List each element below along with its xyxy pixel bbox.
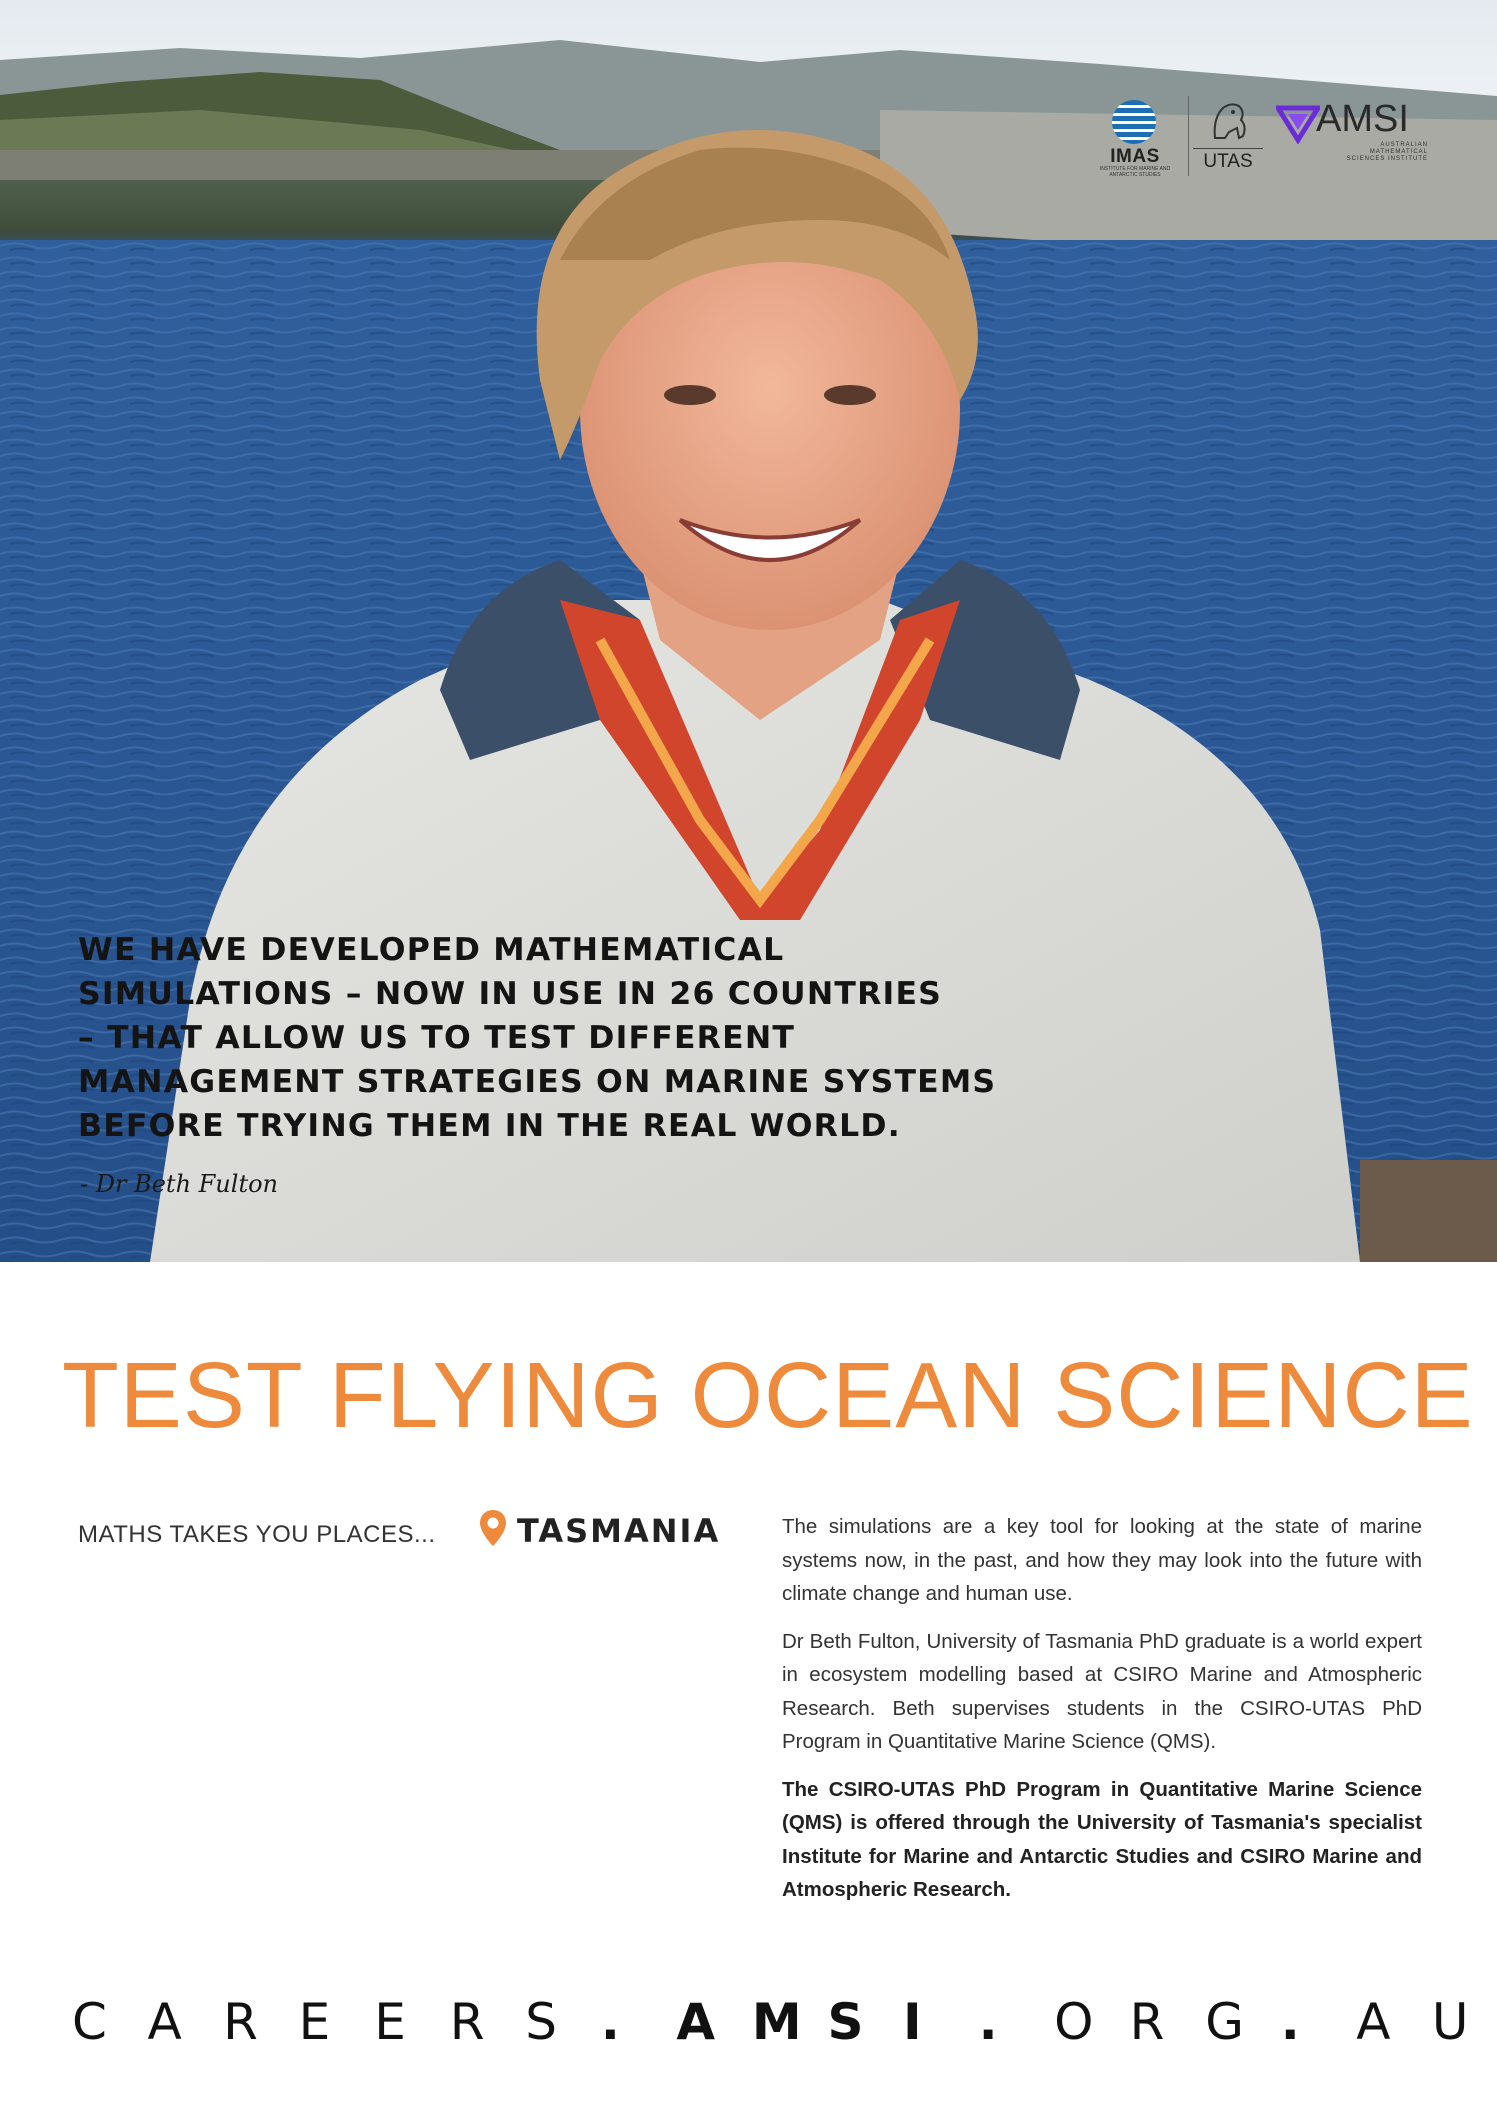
amsi-triangle-icon [1276, 100, 1320, 144]
imas-globe-icon [1112, 100, 1156, 144]
utas-logo [1188, 96, 1261, 176]
quote-attribution: - Dr Beth Fulton [80, 1170, 278, 1198]
footer-url[interactable]: C A R E E R S . A M S I . O R G . A U [72, 1993, 1469, 2051]
body-paragraph-1: The simulations are a key tool for looking at the state of marine systems now, in the past, and how they may look into the future with climate change and human use. [782, 1515, 1422, 1605]
body-text [782, 1510, 1422, 1921]
imas-logo [1090, 96, 1180, 176]
pull-quote: WE HAVE DEVELOPED MATHEMATICAL SIMULATIONS – NOW IN USE IN 26 COUNTRIES – THAT ALLOW US TO TEST DIFFERENT MANAGEMENT STRATEGIES ON MARINE SYSTEMS BEFORE TRYING THEM IN THE REAL WORLD. [78, 932, 997, 1144]
amsi-logo-text: AMSI [1316, 98, 1409, 140]
map-pin-icon [478, 1508, 508, 1548]
body-paragraph-3: The CSIRO-UTAS PhD Program in Quantitative Marine Science (QMS) is offered through the University of Tasmania's specialist Institute for Marine and Antarctic Studies and CSIRO Marine and Atmospheric Research. [782, 1777, 1422, 1901]
page-title: TEST FLYING OCEAN SCIENCE [62, 1343, 1474, 1447]
amsi-logo [1276, 96, 1430, 176]
utas-logo-text: UTAS [1193, 148, 1263, 173]
imas-logo-text: IMAS [1110, 146, 1160, 167]
imas-logo-subtitle: INSTITUTE FOR MARINE AND ANTARCTIC STUDIES [1099, 166, 1171, 178]
body-paragraph-2: Dr Beth Fulton, University of Tasmania PhD graduate is a world expert in ecosystem modelling based at CSIRO Marine and Atmospheric Research. Beth supervises students in the CSIRO-UTAS PhD Program in Quantitative Marine Science (QMS). [782, 1629, 1422, 1753]
partner-logos [1090, 96, 1430, 176]
location-label: TASMANIA [517, 1512, 721, 1550]
tagline: MATHS TAKES YOU PLACES... [78, 1521, 436, 1548]
amsi-logo-subtitle: AUSTRALIAN MATHEMATICAL SCIENCES INSTITUTE [1346, 142, 1428, 162]
lion-crest-icon [1209, 98, 1249, 144]
